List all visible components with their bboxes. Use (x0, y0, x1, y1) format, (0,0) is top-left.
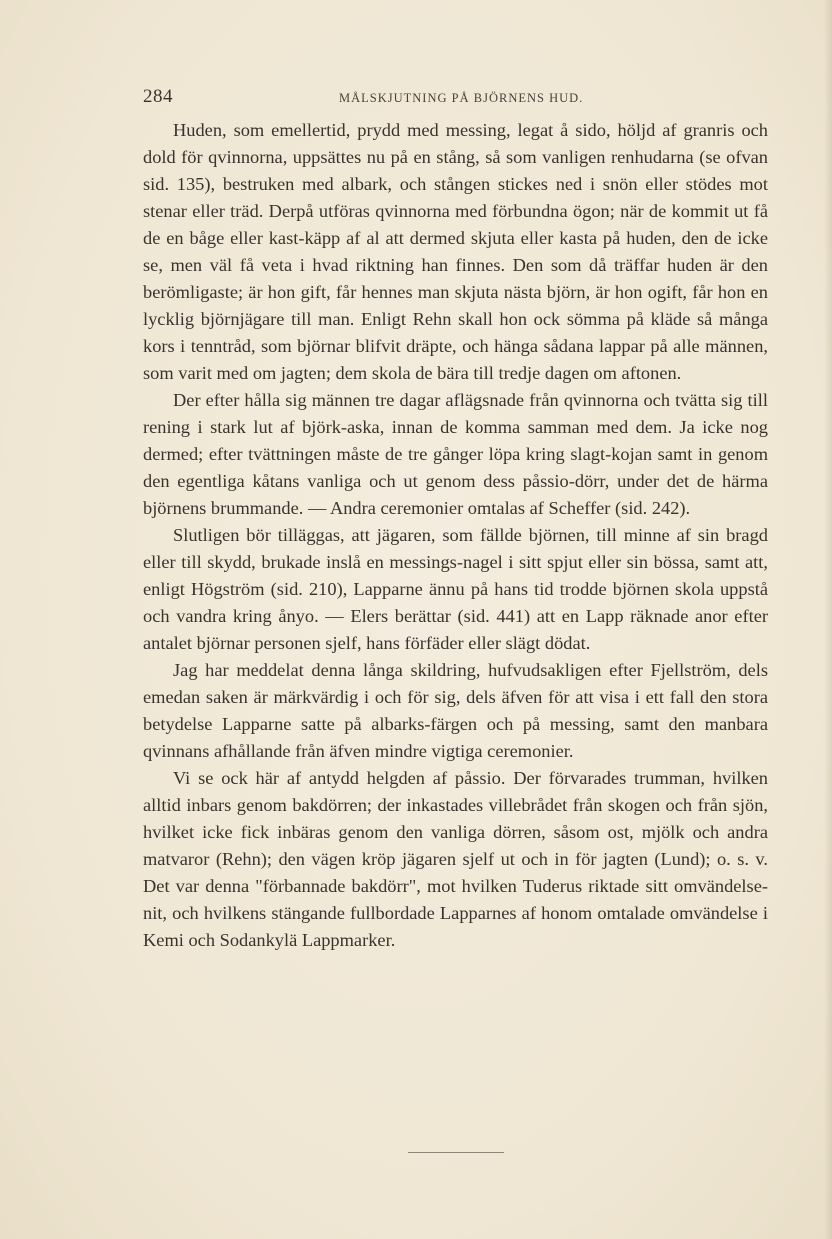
page-edge-shadow (824, 0, 832, 1239)
paragraph-purification: Der efter hålla sig männen tre dagar aflägsnade från qvinnorna och tvätta sig till rening i stark lut af björk-aska, innan de komma samman med dem. Ja icke nog dermed; efter tvättningen måste de tre gånger löpa kring slagt-kojan samt in genom den egentliga kåtans vanliga och ut genom dess påssio-dörr, under det de härma björnens brummande. — Andra ceremonier omtalas af Scheffer (sid. 242). (143, 390, 768, 518)
running-head: MÅLSKJUTNING PÅ BJÖRNENS HUD. (339, 91, 584, 105)
paragraph-brass-nail: Slutligen bör tilläggas, att jägaren, som fällde björnen, till minne af sin bragd eller till skydd, brukade inslå en messings-nagel i sitt spjut eller sin bössa, samt att, enligt Högström (sid. 210), Lapparne ännu på hans tid trodde björnen skola uppstå och vandra kring ånyo. — Elers berättar (sid. 441) att en Lapp räknade anor efter antalet björnar personen sjelf, hans förfäder eller slägt dödat. (143, 525, 768, 653)
body-text (143, 117, 768, 954)
paragraph-hide-shooting: Huden, som emellertid, prydd med messing, legat å sido, höljd af granris och dold för qvinnorna, uppsättes nu på en stång, så som vanligen renhudarna (se ofvan sid. 135), bestruken med albark, och stången stickes ned i snön eller stödes mot stenar eller träd. Derpå utföras qvinnorna med förbundna ögon; när de kommit ut få de en båge eller kast-käpp af al att dermed skjuta eller kasta på huden, den de icke se, men väl få veta i hvad riktning han finnes. Den som då träffar huden är den berömligaste; är hon gift, får hennes man skjuta nästa björn, är hon ogift, får hon en lycklig björnjägare till man. Enligt Rehn skall hon ock sömma på kläde så många kors i tenntråd, som björnar blifvit dräpte, och hänga sådana lappar på alle männen, som varit med om jagten; dem skola de bära till tredje dagen om aftonen. (143, 120, 768, 383)
page-header (143, 86, 768, 112)
paragraph-passio-door: Vi se ock här af antydd helgden af påssio. Der förvarades trumman, hvilken alltid inbars genom bakdörren; der inkastades villebrådet från skogen och från sjön, hvilket icke fick inbäras genom den vanliga dörren, såsom ost, mjölk och andra matvaror (Rehn); den vägen kröp jägaren sjelf ut och in för jagten (Lund); o. s. v. Det var denna "förbannade bakdörr", mot hvilken Tuderus riktade sitt omvändelse-nit, och hvilkens stängande fullbordade Lapparnes af honom omtalade omvändelse i Kemi och Sodankylä Lappmarker. (143, 768, 768, 950)
page-number: 284 (143, 86, 173, 107)
end-rule (408, 1152, 504, 1153)
paragraph-author-note: Jag har meddelat denna långa skildring, hufvudsakligen efter Fjellström, dels emedan saken är märkvärdig i och för sig, dels äfven för att visa i ett fall den stora betydelse Lapparne satte på albarks-färgen och på messing, samt den manbara qvinnans afhållande från äfven mindre vigtiga ceremonier. (143, 660, 768, 761)
